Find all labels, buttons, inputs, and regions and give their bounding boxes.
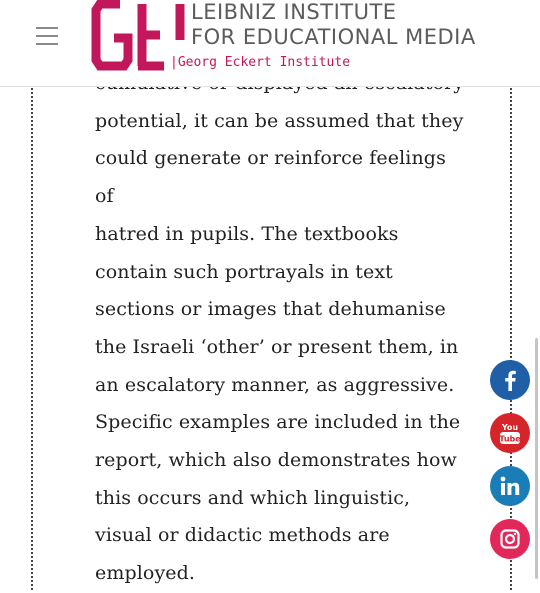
article-line: visual or didactic methods are [95,524,390,547]
svg-text:You: You [501,423,519,432]
article-line: an escalatory manner, as aggressive. [95,373,455,396]
social-links [490,360,532,572]
logo-text-line1: LEIBNIZ INSTITUTE [191,0,397,24]
article-line: Specific examples are included in the [95,411,461,434]
instagram-icon [499,528,521,550]
article-line: this occurs and which linguistic, [95,486,411,509]
svg-text:Tube: Tube [499,434,521,444]
scrollbar[interactable] [535,338,538,579]
article-line: potential, it can be assumed that they [95,109,464,132]
linkedin-icon [499,475,521,497]
logo-text-line2: FOR EDUCATIONAL MEDIA [191,25,476,49]
article-line: hatred in pupils. The textbooks [95,222,399,245]
instagram-button[interactable] [490,519,530,559]
logo-text-line3: |Georg Eckert Institute [170,55,351,70]
facebook-button[interactable] [490,360,530,400]
article-line: employed. [95,562,196,585]
article-line: could generate or reinforce feelings of [95,147,446,208]
article-body [95,65,465,593]
article-line: sections or images that dehumanise [95,298,446,321]
site-header [0,0,540,87]
menu-icon[interactable] [36,22,62,50]
facebook-icon [500,369,520,391]
article-line: contain such portrayals in text [95,260,393,283]
youtube-button[interactable] [490,413,530,453]
linkedin-button[interactable] [490,466,530,506]
youtube-icon [499,420,521,446]
site-logo[interactable] [90,0,476,80]
article-line: the Israeli ‘other’ or present them, in [95,335,459,358]
article-line: report, which also demonstrates how [95,449,457,472]
